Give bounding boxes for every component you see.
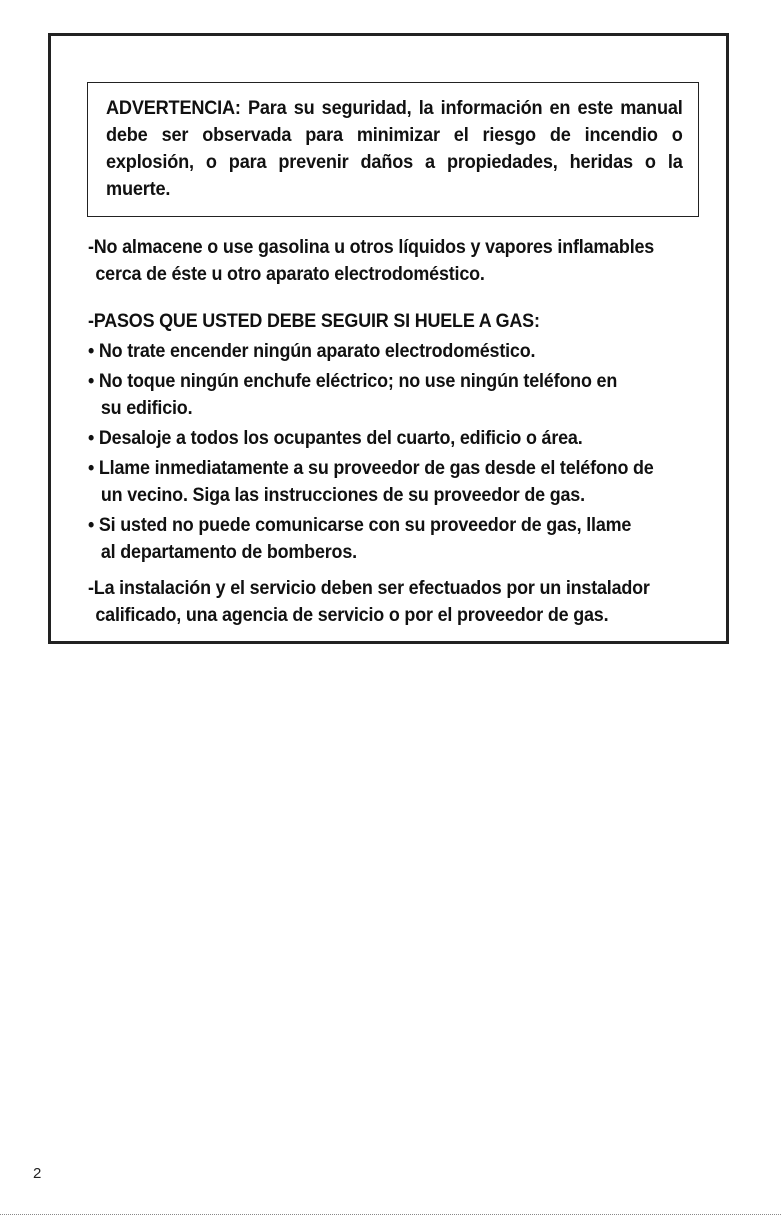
bottom-rule [0, 1214, 781, 1215]
storage-notice-line-1: -No almacene o use gasolina u otros líquidos y vapores inflamables [88, 236, 655, 258]
list-item [88, 512, 714, 566]
warning-text: ADVERTENCIA: Para su seguridad, la información en este manual debe ser observada para minimizar el riesgo de incendio o explosión, o para prevenir daños a propiedades, heridas o la muerte. [106, 97, 683, 200]
list-item-line-1: • No toque ningún enchufe eléctrico; no use ningún teléfono en [88, 370, 618, 392]
list-item [88, 368, 714, 422]
list-item [88, 425, 714, 452]
list-item-line-1: • Llame inmediatamente a su proveedor de gas desde el teléfono de [88, 457, 654, 479]
installation-notice-line-2: calificado, una agencia de servicio o por el proveedor de gas. [95, 604, 609, 626]
list-item-line-1: • No trate encender ningún aparato electrodoméstico. [88, 340, 536, 362]
list-item-line-2: su edificio. [100, 397, 193, 419]
list-item-line-2: al departamento de bomberos. [100, 541, 357, 563]
page-number: 2 [33, 1165, 42, 1182]
storage-notice-line-2: cerca de éste u otro aparato electrodoméstico. [95, 263, 485, 285]
gas-steps-list [88, 338, 714, 566]
gas-steps-heading: -PASOS QUE USTED DEBE SEGUIR SI HUELE A GAS: [88, 310, 540, 332]
list-item-line-2: un vecino. Siga las instrucciones de su proveedor de gas. [100, 484, 585, 506]
list-item-line-1: • Si usted no puede comunicarse con su proveedor de gas, llame [88, 514, 632, 536]
warning-box [87, 82, 699, 217]
safety-instructions [88, 234, 728, 629]
installation-notice [88, 575, 714, 629]
installation-notice-line-1: -La instalación y el servicio deben ser efectuados por un instalador [88, 577, 650, 599]
storage-notice [88, 234, 714, 288]
list-item-line-1: • Desaloje a todos los ocupantes del cuarto, edificio o área. [88, 427, 583, 449]
list-item [88, 338, 714, 365]
list-item [88, 455, 714, 509]
